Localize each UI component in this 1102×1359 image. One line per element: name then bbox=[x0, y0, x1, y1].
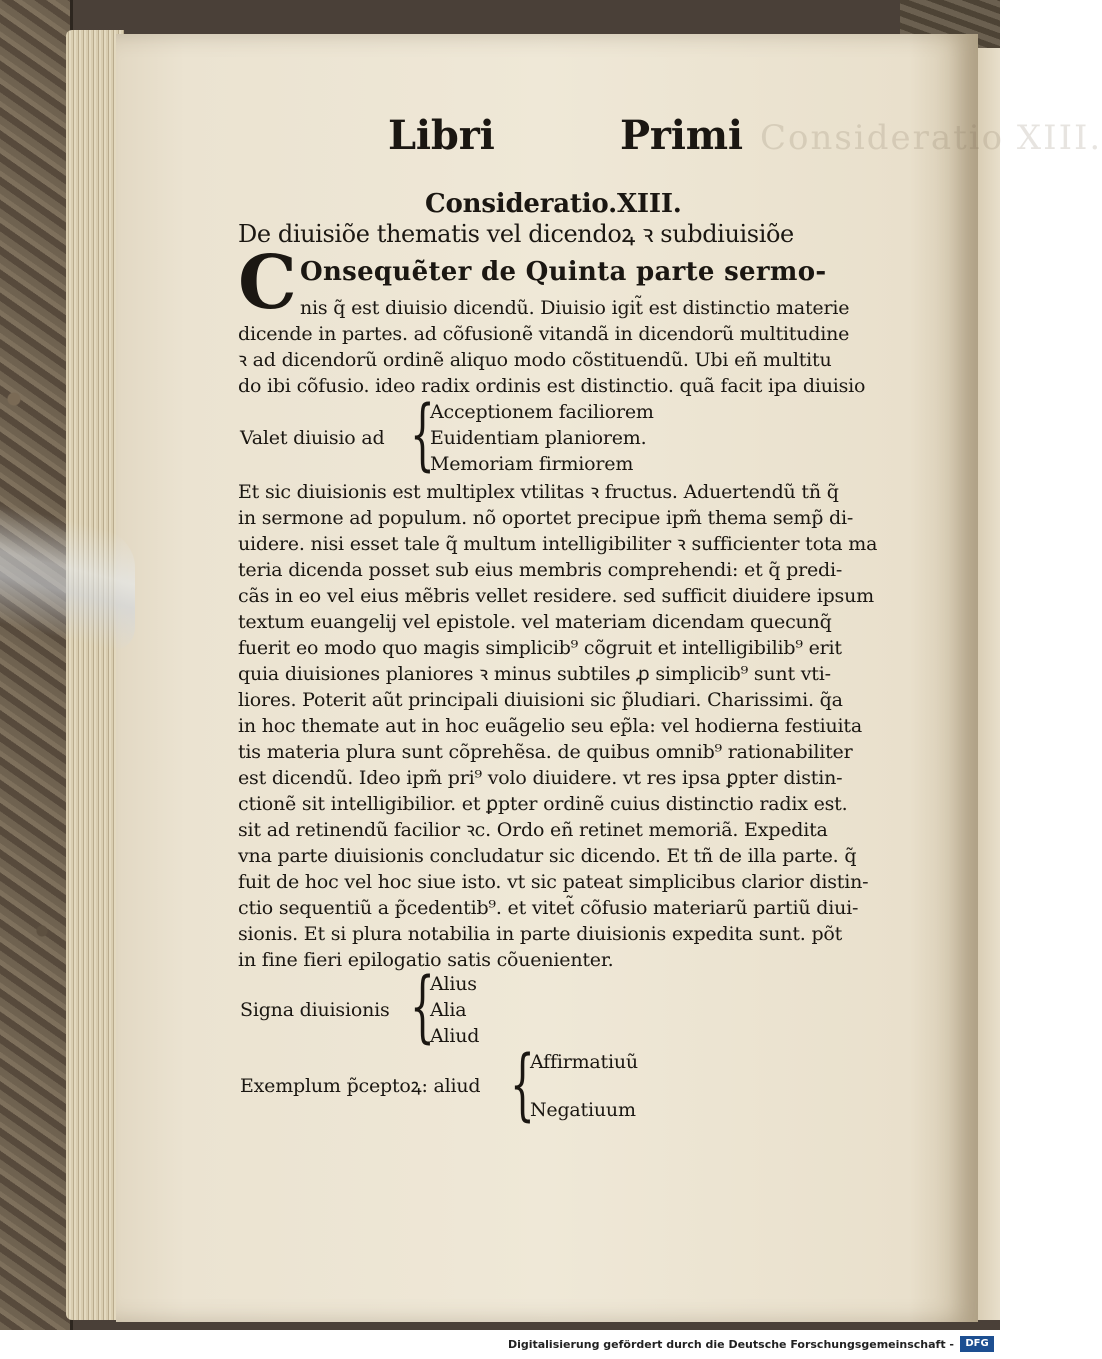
section-subtitle: De diuisiõe thematis vel dicendoꝝ ꝛ subdiuisiõe bbox=[238, 220, 794, 248]
body2-line-11: tis materia plura sunt cõprehẽsa. de quibus omnib⁹ rationabiliter bbox=[238, 741, 853, 763]
footer-bar bbox=[0, 1330, 1000, 1359]
body2-line-18: sionis. Et si plura notabilia in parte diuisionis expedita sunt. põt bbox=[238, 923, 843, 945]
body2-line-5: cãs in eo vel eius mẽbris vellet residere. sed sufficit diuidere ipsum bbox=[238, 585, 874, 607]
body2-line-15: vna parte diuisionis concludatur sic dicendo. Et tñ de illa parte. q̃ bbox=[238, 845, 857, 867]
body2-line-8: quia diuisiones planiores ꝛ minus subtiles ꝓ simplicib⁹ sunt vti- bbox=[238, 663, 831, 685]
body2-line-10: in hoc themate aut in hoc euãgelio seu ep̃la: vel hodierna festiuita bbox=[238, 715, 862, 737]
body2-line-4: teria dicenda posset sub eius membris comprehendi: et q̃ predi- bbox=[238, 559, 843, 581]
brace-2: { bbox=[410, 962, 435, 1052]
brace2-item-2: Alia bbox=[430, 999, 467, 1021]
body-line-2: nis q̃ est diuisio dicendũ. Diuisio igit̃ est distinctio materie bbox=[300, 297, 850, 319]
funding-credit: Digitalisierung gefördert durch die Deutsche Forschungsgemeinschaft - bbox=[507, 1338, 954, 1351]
body2-line-7: fuerit eo modo quo magis simplicib⁹ cõgruit et intelligibilib⁹ erit bbox=[238, 637, 842, 659]
body-line-5: do ibi cõfusio. ideo radix ordinis est distinctio. quã facit ipa diuisio bbox=[238, 375, 866, 397]
section-title: Consideratio.XIII. bbox=[425, 189, 682, 219]
brace1-item-1: Acceptionem faciliorem bbox=[430, 401, 654, 423]
brace3-item-1: Affirmatiuũ bbox=[530, 1051, 638, 1073]
body2-line-16: fuit de hoc vel hoc siue isto. vt sic pateat simplicibus clarior distin- bbox=[238, 871, 869, 893]
brace-3: { bbox=[510, 1040, 535, 1130]
body2-line-3: uidere. nisi esset tale q̃ multum intelligibiliter ꝛ sufficienter tota ma bbox=[238, 533, 878, 555]
body2-line-2: in sermone ad populum. nõ oportet precipue ipm̃ thema semp̃ di- bbox=[238, 507, 854, 529]
brace-1: { bbox=[410, 390, 435, 480]
body2-line-9: liores. Poterit aũt principali diuisioni sic p̃ludiari. Charissimi. q̃a bbox=[238, 689, 843, 711]
body2-line-17: ctio sequentiũ a p̃cedentib⁹. et vitet̃ cõfusio materiarũ partiũ diui- bbox=[238, 897, 859, 919]
brace3-label: Exemplum p̃ceptoꝝ: aliud bbox=[240, 1075, 481, 1097]
body2-line-12: est dicendũ. Ideo ipm̃ pri⁹ volo diuidere. vt res ipsa ꝑpter distin- bbox=[238, 767, 843, 789]
brace2-item-1: Alius bbox=[430, 973, 477, 995]
brace1-item-3: Memoriam firmiorem bbox=[430, 453, 634, 475]
dfg-logo: DFG bbox=[960, 1336, 994, 1352]
body-line-3: dicende in partes. ad cõfusionẽ vitandã in dicendorũ multitudine bbox=[238, 323, 850, 345]
brace2-label: Signa diuisionis bbox=[240, 999, 390, 1021]
running-head-left: Libri bbox=[388, 112, 495, 159]
body2-line-13: ctionẽ sit intelligibilior. et ꝑpter ordinẽ cuius distinctio radix est. bbox=[238, 793, 848, 815]
body2-line-6: textum euangelij vel epistole. vel materiam dicendam quecunq̃ bbox=[238, 611, 832, 633]
brace1-item-2: Euidentiam planiorem. bbox=[430, 427, 647, 449]
bleed-through-text: Consideratio XIII. bbox=[760, 118, 1102, 158]
body2-line-19: in fine fieri epilogatio satis cõuenienter. bbox=[238, 949, 614, 971]
brace2-item-3: Aliud bbox=[430, 1025, 480, 1047]
body2-line-1: Et sic diuisionis est multiplex vtilitas ꝛ fructus. Aduertendũ tñ q̃ bbox=[238, 481, 839, 503]
brace3-item-2: Negatiuum bbox=[530, 1099, 636, 1121]
drop-initial: C bbox=[238, 240, 297, 326]
brace1-label: Valet diuisio ad bbox=[240, 427, 385, 449]
running-head-right: Primi bbox=[620, 112, 743, 159]
body-line-1: Onsequẽter de Quinta parte sermo- bbox=[300, 257, 827, 287]
body-line-4: ꝛ ad dicendorũ ordinẽ aliquo modo cõstituendũ. Ubi eñ multitu bbox=[238, 349, 832, 371]
book-cover-left bbox=[0, 0, 73, 1330]
body2-line-14: sit ad retinendũ facilior ꝛc. Ordo eñ retinet memoriã. Expedita bbox=[238, 819, 828, 841]
